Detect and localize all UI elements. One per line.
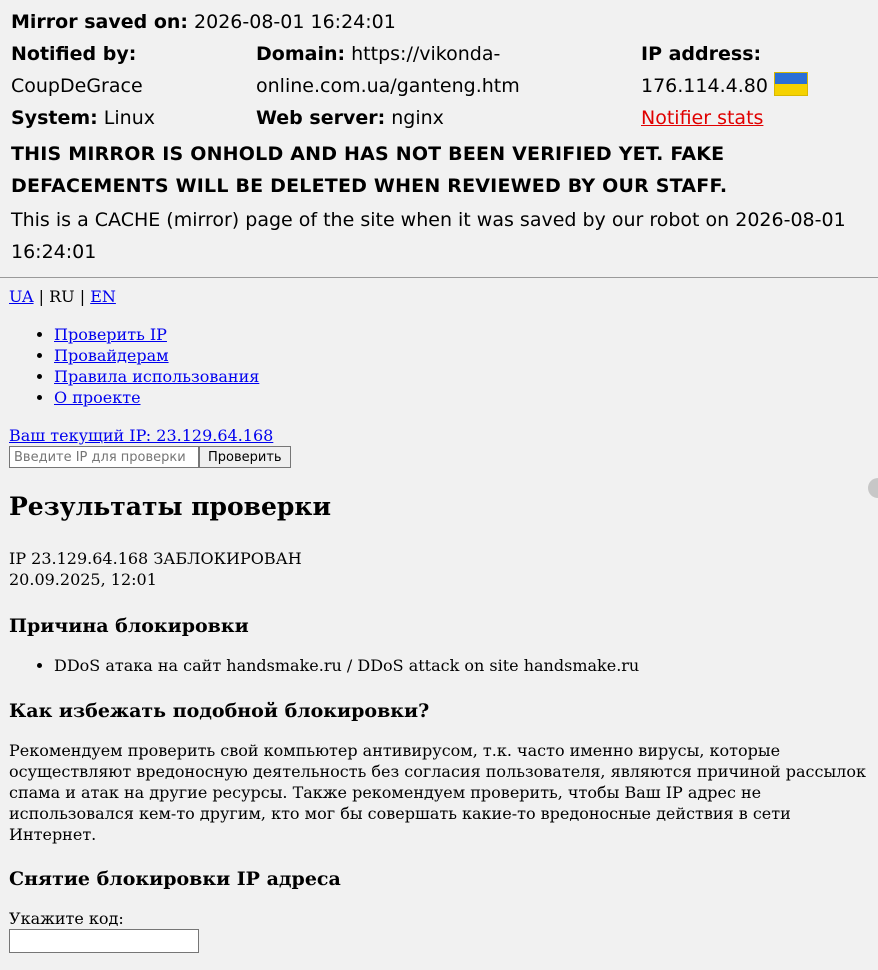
lang-separator: | (74, 287, 91, 306)
notified-by-label: Notified by: (11, 43, 137, 65)
web-server-value: nginx (391, 107, 444, 129)
lang-ru-current: RU (49, 287, 75, 306)
menu-item-rules (54, 366, 869, 387)
results-heading: Результаты проверки (9, 492, 332, 521)
language-switcher (9, 286, 869, 307)
main-menu (9, 324, 869, 408)
notify-domain-ip-row (11, 38, 867, 102)
current-ip-link[interactable]: Ваш текущий IP: 23.129.64.168 (9, 426, 274, 445)
block-reasons-list (9, 655, 869, 676)
ip-address-label: IP address: (641, 43, 762, 65)
mirror-saved-value: 2026-08-01 16:24:01 (194, 11, 396, 33)
notified-by-cell (11, 38, 143, 102)
menu-link-rules[interactable]: Правила использования (54, 367, 260, 386)
menu-item-check-ip (54, 324, 869, 345)
menu-link-providers[interactable]: Провайдерам (54, 346, 169, 365)
domain-label: Domain: (256, 43, 346, 65)
unblock-heading: Снятие блокировки IP адреса (9, 868, 341, 890)
cache-note: This is a CACHE (mirror) page of the site when it was saved by our robot on 2026-08-01 16:24:01 (11, 209, 846, 263)
menu-link-check-ip[interactable]: Проверить IP (54, 325, 167, 344)
ip-check-form (9, 446, 869, 468)
ip-address-value: 176.114.4.80 (641, 75, 768, 97)
system-label: System: (11, 107, 98, 129)
check-ip-button[interactable]: Проверить (199, 446, 291, 468)
unblock-code-input[interactable] (9, 929, 199, 953)
mirror-saved-label: Mirror saved on: (11, 11, 188, 33)
notifier-stats-link[interactable]: Notifier stats (641, 107, 764, 129)
menu-link-about[interactable]: О проекте (54, 388, 141, 407)
blocked-status-line: IP 23.129.64.168 ЗАБЛОКИРОВАН (9, 549, 302, 568)
system-server-row (11, 102, 867, 134)
code-label: Укажите код: (9, 909, 124, 928)
list-item: • DDoS атака на сайт handsmake.ru / DDoS attack on site handsmake.ru (54, 655, 869, 676)
mirror-info-header (0, 0, 878, 277)
domain-value: https://vikonda-online.com.ua/ganteng.htm (256, 43, 520, 97)
lang-en-link[interactable]: EN (90, 287, 116, 306)
system-value: Linux (103, 107, 155, 129)
domain-cell (256, 38, 636, 102)
lang-ua-link[interactable]: UA (9, 287, 34, 306)
blocked-date-line: 20.09.2025, 12:01 (9, 570, 157, 589)
mirror-saved-row (11, 6, 867, 38)
menu-item-about (54, 387, 869, 408)
avoid-block-advice: Рекомендуем проверить свой компьютер антивирусом, т.к. часто именно вирусы, которые осуществляют вредоносную деятельность без согласия пользователя, являются причиной рассылок спама и атак на другие ресурсы. Также рекомендуем проверить, чтобы Ваш IP адрес не использовался кем-то другим, кто мог бы совершать какие-то вредоносные действия в сети Интернет. (9, 741, 866, 844)
mirrored-site (0, 278, 878, 953)
avoid-block-heading: Как избежать подобной блокировки? (9, 700, 430, 722)
notified-by-value: CoupDeGrace (11, 75, 143, 97)
onhold-warning: THIS MIRROR IS ONHOLD AND HAS NOT BEEN VERIFIED YET. FAKE DEFACEMENTS WILL BE DELETED WHEN REVIEWED BY OUR STAFF. (11, 143, 728, 197)
menu-item-providers (54, 345, 869, 366)
block-status (9, 548, 869, 590)
web-server-label: Web server: (256, 107, 386, 129)
lang-separator: | (33, 287, 50, 306)
ukraine-flag-icon (774, 72, 808, 96)
ip-check-input[interactable] (9, 446, 199, 468)
block-reason-heading: Причина блокировки (9, 615, 249, 637)
current-ip-line (9, 425, 869, 446)
ip-address-cell (641, 38, 808, 102)
